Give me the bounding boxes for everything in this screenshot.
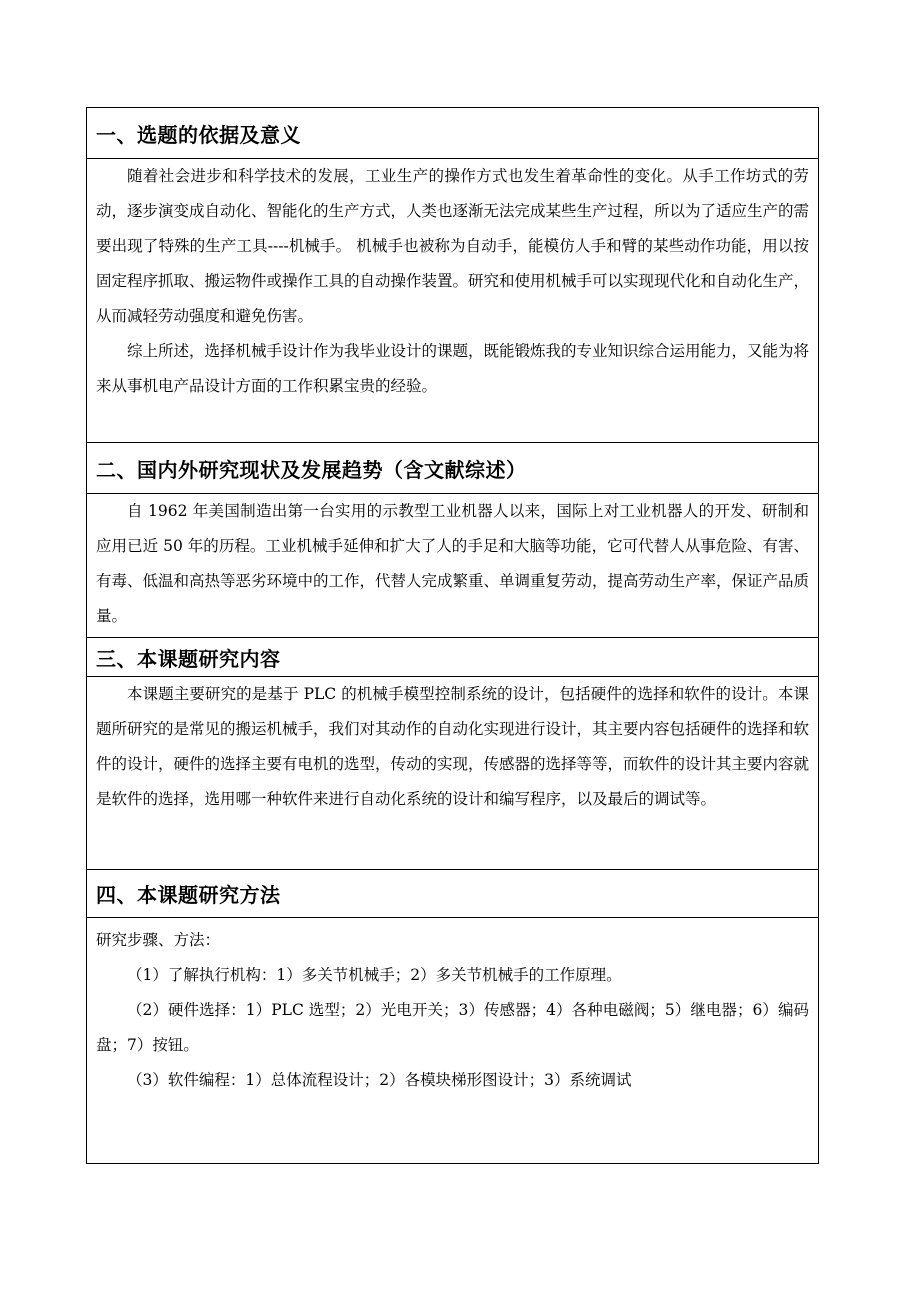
- section-3-body: [87, 676, 818, 869]
- section-1-heading: 一、选题的依据及意义: [96, 122, 301, 147]
- method-step-3: （3）软件编程：1）总体流程设计；2）各模块梯形图设计；3）系统调试: [127, 1071, 632, 1089]
- section-4-intro: 研究步骤、方法：: [96, 931, 221, 949]
- section-2-paragraph-1: 自 1962 年美国制造出第一台实用的示教型工业机器人以来，国际上对工业机器人的开发、研制和应用已近 50 年的历程。工业机械手延伸和扩大了人的手足和大脑等功能，它可代替人从事危险、有害、有毒、低温和高热等恶劣环境中的工作，代替人完成繁重、单调重复劳动，提高劳动生产率，保证产品质量。: [96, 502, 810, 625]
- section-4-body: [87, 917, 818, 1163]
- section-2-heading: 二、国内外研究现状及发展趋势（含文献综述）: [87, 442, 818, 493]
- section-1-body: [87, 158, 818, 442]
- section-3-paragraph-1: 本课题主要研究的是基于 PLC 的机械手模型控制系统的设计，包括硬件的选择和软件的设计。本课题所研究的是常见的搬运机械手，我们对其动作的自动化实现进行设计，其主要内容包括硬件的选择和软件的设计，硬件的选择主要有电机的选型，传动的实现，传感器的选择等等，而软件的设计其主要内容就是软件的选择，选用哪一种软件来进行自动化系统的设计和编写程序，以及最后的调试等。: [96, 685, 810, 808]
- method-step-2: （2）硬件选择：1）PLC 选型；2）光电开关；3）传感器；4）各种电磁阀；5）继电器；6）编码盘；7）按钮。: [96, 1001, 809, 1054]
- section-2-body: [87, 493, 818, 637]
- proposal-form: [86, 107, 819, 1164]
- method-step-1: （1）了解执行机构：1）多关节机械手；2）多关节机械手的工作原理。: [127, 966, 622, 984]
- section-1-paragraph-2: 综上所述，选择机械手设计作为我毕业设计的课题，既能锻炼我的专业知识综合运用能力，又能为将来从事机电产品设计方面的工作积累宝贵的经验。: [96, 342, 810, 395]
- section-3-heading: 三、本课题研究内容: [87, 637, 818, 676]
- section-4-heading: 四、本课题研究方法: [87, 869, 818, 917]
- section-1-paragraph-1: 随着社会进步和科学技术的发展，工业生产的操作方式也发生着革命性的变化。从手工作坊式的劳动，逐步演变成自动化、智能化的生产方式，人类也逐渐无法完成某些生产过程，所以为了适应生产的需要出现了特殊的生产工具----机械手。 机械手也被称为自动手，能模仿人手和臂的某些动作功能，用以按固定程序抓取、搬运物件或操作工具的自动操作装置。研究和使用机械手可以实现现代化和自动化生产，从而减轻劳动强度和避免伤害。: [96, 167, 810, 325]
